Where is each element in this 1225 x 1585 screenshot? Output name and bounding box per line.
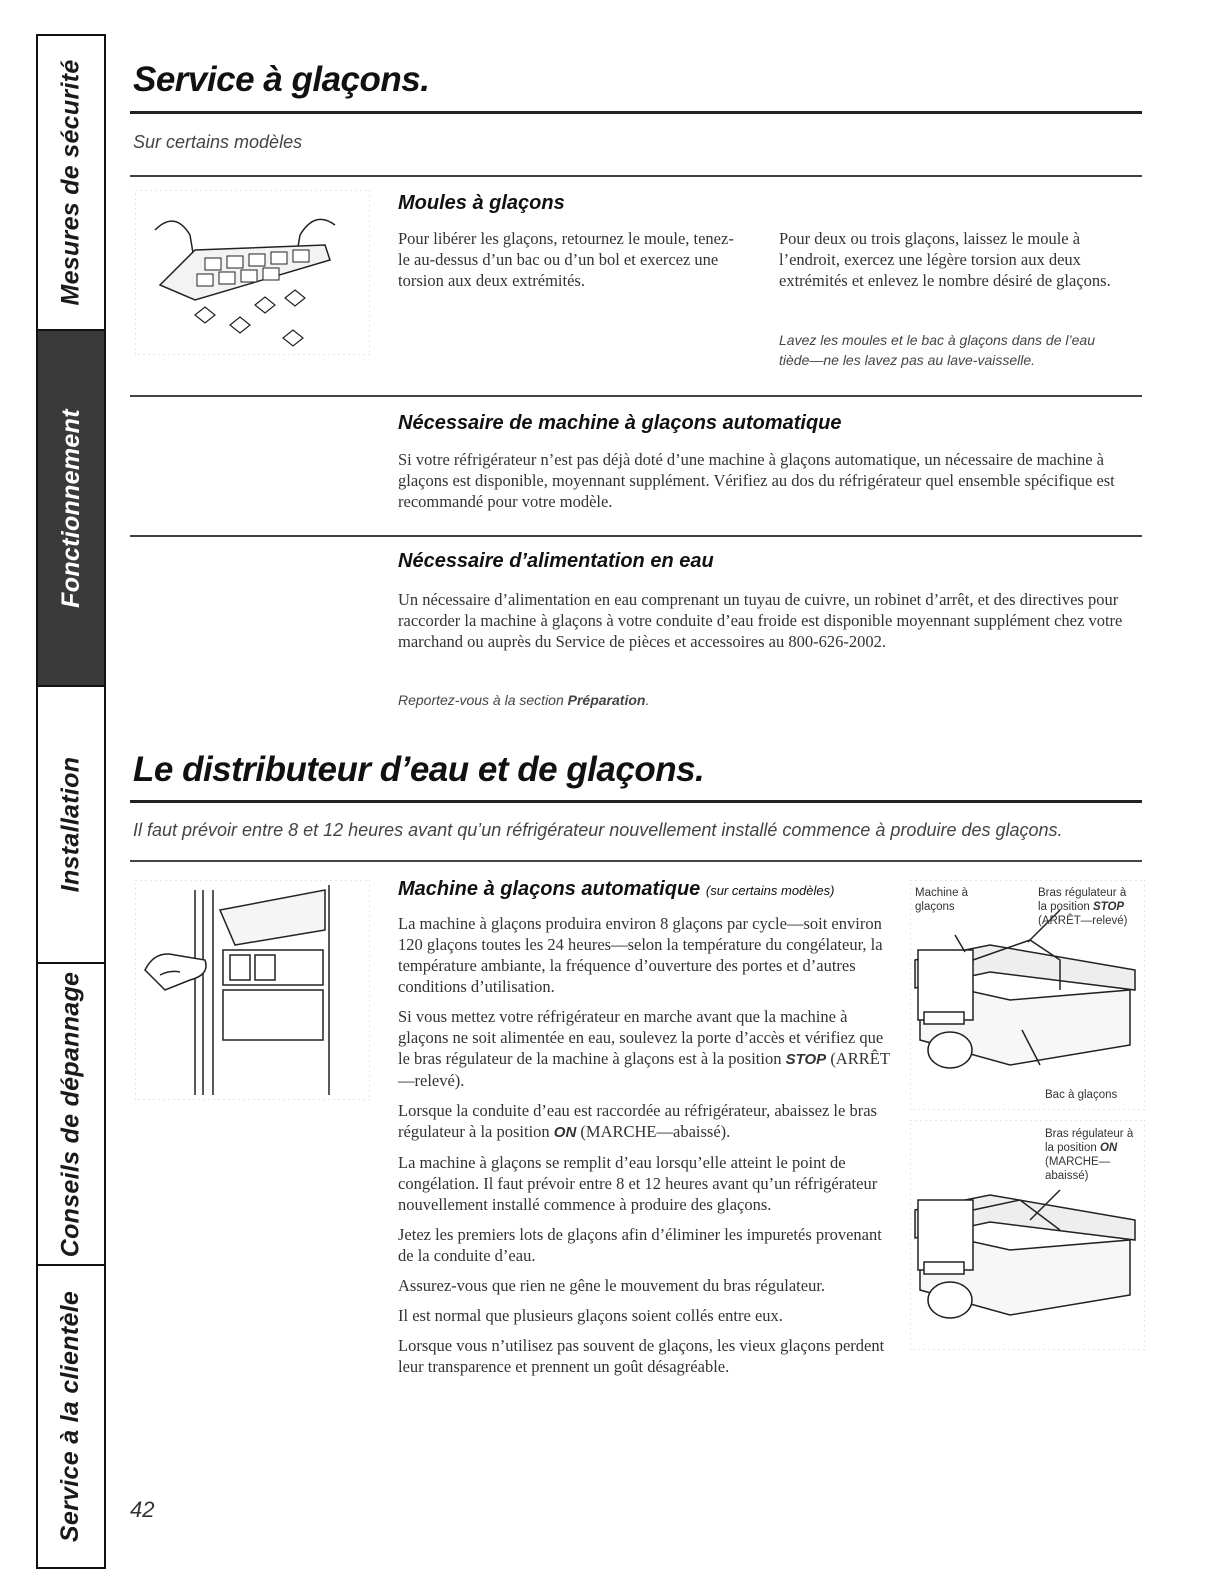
machine-body-text — [398, 913, 898, 1386]
paragraph-on: Lorsque la conduite d’eau est raccordée au réfrigérateur, abaissez le bras régulateur à la position ON (MARCHE—abaissé). — [398, 1101, 877, 1141]
tab-fonctionnement[interactable]: Fonctionnement — [38, 331, 104, 687]
divider — [130, 535, 1142, 537]
side-tab-column — [36, 34, 106, 1569]
title-rule — [130, 800, 1142, 803]
paragraph: Jetez les premiers lots de glaçons afin d’éliminer les impuretés provenant de la conduite d’eau. — [398, 1225, 882, 1265]
necessaire-machine-text: Si votre réfrigérateur n’est pas déjà doté d’une machine à glaçons automatique, un nécessaire de machine à glaçons est disponible, moyennant supplément. Vérifiez au dos du réfrigérateur quel ensemble spécifique est recommandé pour votre modèle. — [398, 450, 1115, 511]
callout-bac: Bac à glaçons — [1045, 1089, 1118, 1101]
section-title-service-a-glacons: Service à glaçons. — [133, 60, 430, 99]
paragraph: La machine à glaçons se remplit d’eau lorsqu’elle atteint le point de congélation. Il faut prévoir entre 8 et 12 heures avant qu’un réfrigérateur nouvellement installé commence à produire des glaçons. — [398, 1153, 878, 1214]
moules-text-col2: Pour deux ou trois glaçons, laissez le moule à l’endroit, exercez une légère torsion aux deux extrémités et enlevez le nombre désiré de glaçons. — [779, 229, 1111, 290]
section-subtitle: Sur certains modèles — [133, 132, 303, 152]
heading-necessaire-machine: Nécessaire de machine à glaçons automatique — [398, 412, 842, 434]
callout-machine: Machine à glaçons — [915, 887, 969, 913]
paragraph: La machine à glaçons produira environ 8 glaçons par cycle—soit environ 120 glaçons toutes les 24 heures—selon la température du congélateur, la température ambiante, la fréquence d’ouverture des portes et d’autres conditions d’utilisation. — [398, 914, 883, 996]
callout-on: Bras régulateur à la position ON (MARCHE— abaissé) — [1045, 1128, 1134, 1182]
tab-conseils-de-depannage[interactable]: Conseils de dépannage — [38, 964, 104, 1266]
section2-subtitle: Il faut prévoir entre 8 et 12 heures avant qu’un réfrigérateur nouvellement installé commence à produire des glaçons. — [133, 820, 1063, 840]
moules-text-col1: Pour libérer les glaçons, retournez le moule, tenez-le au-dessus d’un bac ou d’un bol et exercez une torsion aux deux extrémités. — [398, 229, 734, 290]
heading-machine-a-glacons: Machine à glaçons automatique (sur certains modèles) — [398, 878, 835, 900]
tab-mesures-de-securite[interactable]: Mesures de sécurité — [38, 36, 104, 331]
divider — [130, 175, 1142, 177]
ice-tray-illustration — [135, 190, 370, 355]
necessaire-eau-text: Un nécessaire d’alimentation en eau comprenant un tuyau de cuivre, un robinet d’arrêt, et des directives pour raccorder la machine à glaçons à votre conduite d’eau froide est disponible moyennant supplément chez votre marchand ou auprès du Service de pièces et accessoires au 800-626-2002. — [398, 590, 1123, 651]
divider — [130, 860, 1142, 862]
tab-installation[interactable]: Installation — [38, 687, 104, 964]
page-number: 42 — [130, 1497, 155, 1522]
callout-stop: Bras régulateur à la position STOP (ARRÊT—relevé) — [1038, 887, 1128, 927]
paragraph: Lorsque vous n’utilisez pas souvent de glaçons, les vieux glaçons perdent leur transparence et prennent un goût désagréable. — [398, 1336, 885, 1376]
heading-necessaire-eau: Nécessaire d’alimentation en eau — [398, 550, 714, 572]
section-title-distributeur: Le distributeur d’eau et de glaçons. — [133, 750, 705, 789]
tab-service-a-la-clientele[interactable]: Service à la clientèle — [56, 1290, 85, 1543]
paragraph-stop: Si vous mettez votre réfrigérateur en marche avant que la machine à glaçons ne soit alimentée en eau, soulevez la porte d’accès et vérifiez que le bras régulateur de la machine à glaçons est à la position STOP (ARRÊT—relevé). — [398, 1007, 890, 1090]
preparation-note: Reportez-vous à la section Préparation. — [398, 692, 650, 708]
paragraph: Assurez-vous que rien ne gêne le mouvement du bras régulateur. — [398, 1276, 826, 1295]
title-rule — [130, 111, 1142, 114]
freezer-door-illustration — [135, 880, 370, 1100]
heading-moules-a-glacons: Moules à glaçons — [398, 192, 565, 214]
divider — [130, 395, 1142, 397]
moules-note: Lavez les moules et le bac à glaçons dans de l’eau tiède—ne les lavez pas au lave-vaisselle. — [779, 332, 1095, 368]
paragraph: Il est normal que plusieurs glaçons soient collés entre eux. — [398, 1306, 783, 1325]
